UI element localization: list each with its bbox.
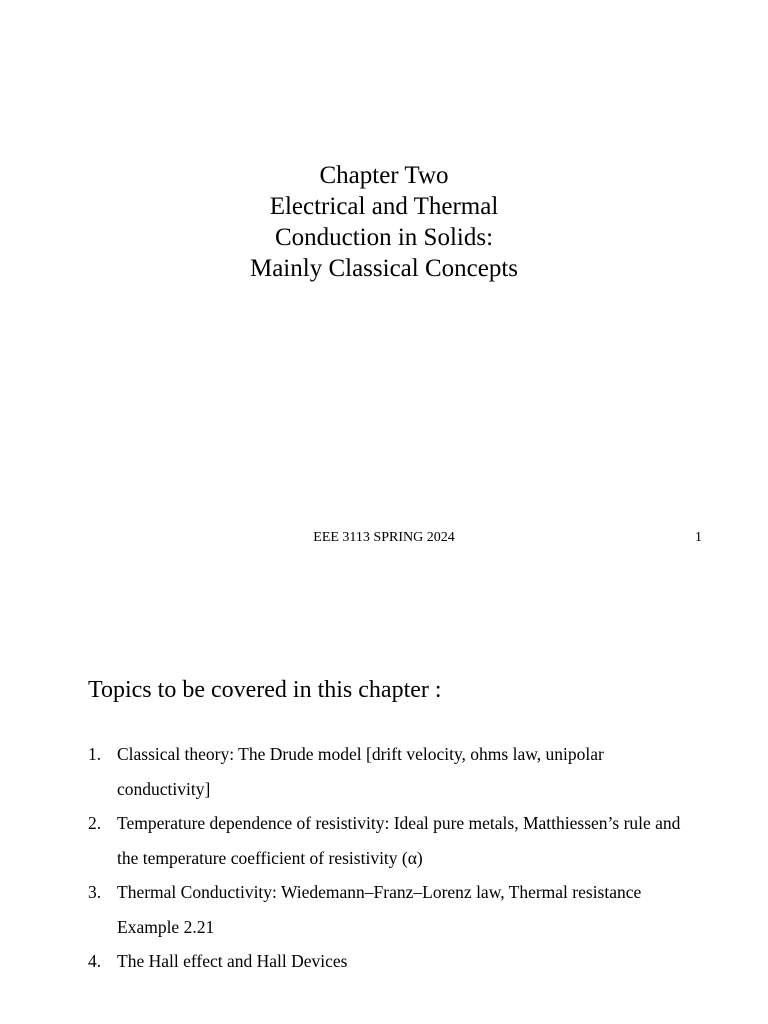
title-line-1: Chapter Two [319, 162, 449, 189]
topics-slide [0, 590, 768, 1024]
topic-text: The Hall effect and Hall Devices [117, 951, 348, 971]
chapter-title [0, 160, 768, 284]
title-line-3: Conduction in Solids: [274, 224, 494, 251]
topics-heading: Topics to be covered in this chapter : [88, 677, 442, 703]
title-line-2: Electrical and Thermal [269, 193, 499, 220]
page-number: 1 [695, 530, 702, 545]
topic-item [88, 875, 688, 944]
course-footer: EEE 3113 SPRING 2024 [313, 530, 455, 545]
topic-number: 4. [88, 951, 102, 971]
title-line-4: Mainly Classical Concepts [249, 255, 519, 282]
topic-item [88, 944, 688, 979]
topic-item [88, 806, 688, 875]
topic-item [88, 737, 688, 806]
topic-list [88, 737, 688, 979]
topic-number: 2. [88, 813, 102, 833]
topic-number: 1. [88, 744, 102, 764]
topic-text: Classical theory: The Drude model [drift velocity, ohms law, unipolar conductivity] [117, 744, 604, 799]
topic-number: 3. [88, 882, 102, 902]
topic-text: Thermal Conductivity: Wiedemann–Franz–Lorenz law, Thermal resistance Example 2.21 [117, 882, 642, 937]
topic-text: Temperature dependence of resistivity: Ideal pure metals, Matthiessen’s rule and the temperature coefficient of resistivity (α) [117, 813, 681, 868]
